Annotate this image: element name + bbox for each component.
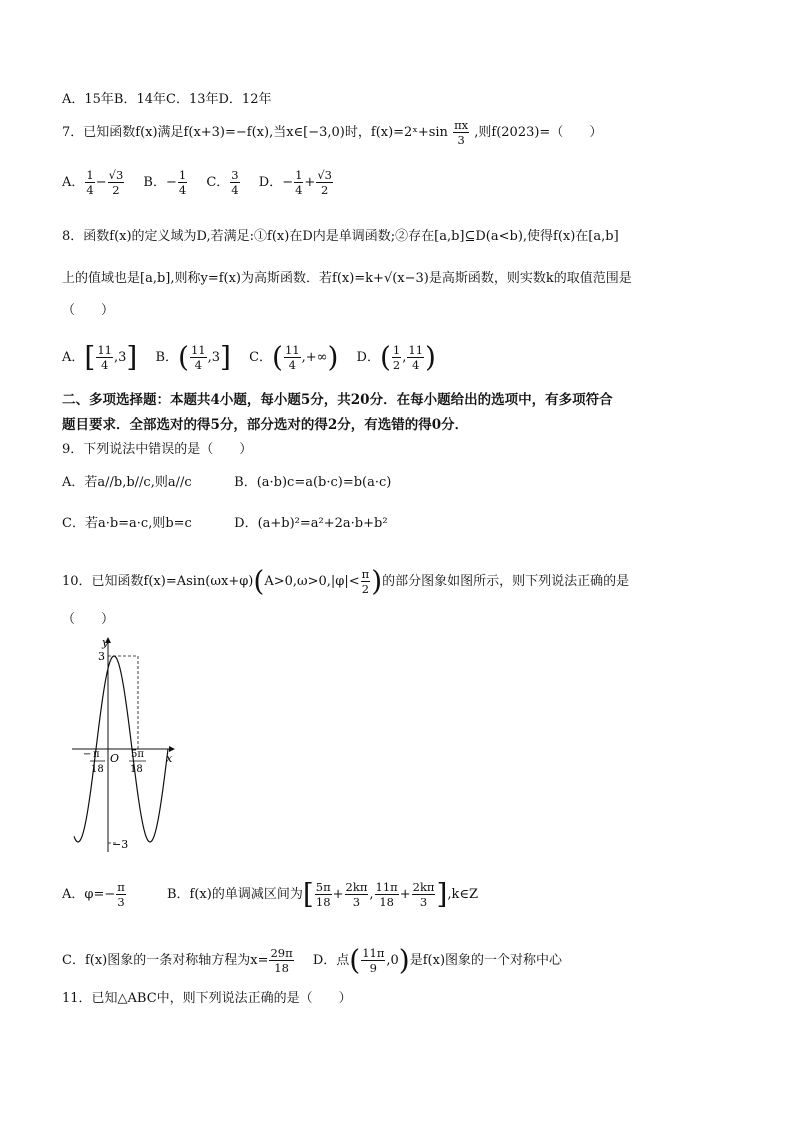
q9-option-a: A．若a//b,b//c,则a//c — [62, 475, 192, 490]
q7-options — [62, 168, 348, 197]
q8-option-c: C．( $\frac{11}{4}$ ,+∞) — [249, 340, 339, 374]
q10-option-c: C．f(x)图象的一条对称轴方程为x= $\frac{29\pi}{18}$ — [62, 946, 293, 975]
q7-stem-text: 7．已知函数f(x)满足f(x+3)=−f(x),当x∈[−3,0)时，f(x)=2ˣ+sin — [62, 125, 448, 140]
q10-sine-graph — [62, 630, 182, 860]
q11-stem: 11．已知△ABC中，则下列说法正确的是（ ） — [62, 991, 352, 1006]
q8-paren: （ ） — [62, 303, 115, 318]
q10-stem: 10．已知函数f(x)=Asin(ωx+φ)(A>0,ω>0,|φ|< $\frac{\pi}{2}$ )的部分图象如图所示，则下列说法正确的是 — [62, 564, 630, 598]
q8-line1: 8．函数f(x)的定义域为D,若满足:①f(x)在D内是单调函数;②存在[a,b]⊆D(a<b),使得f(x)在[a,b] — [62, 229, 619, 244]
tick-right-num: 5π — [131, 749, 144, 760]
q7-option-a: A． $\frac{1}{4}$ − $\frac{√3}{2}$ — [62, 168, 124, 197]
tick-left-sign: − — [83, 749, 92, 760]
tick-left-num: π — [93, 749, 100, 760]
y-axis-label: y — [102, 636, 109, 649]
q8-line2: 上的值域也是[a,b],则称y=f(x)为高斯函数．若f(x)=k+√(x−3)是高斯函数，则实数k的取值范围是 — [62, 271, 632, 286]
q9-stem: 9．下列说法中错误的是（ ） — [62, 442, 253, 457]
q7-stem — [62, 118, 602, 147]
q7-stem-tail: ,则f(2023)=（ ） — [474, 125, 603, 140]
q8-options — [62, 340, 450, 374]
x-axis-label: x — [166, 752, 173, 765]
q7-stem-frac: $\frac{\pi x}{3}$ — [454, 118, 469, 147]
q8-option-b: B．( $\frac{11}{4}$ ,3] — [155, 340, 231, 374]
q7-option-d: D．− $\frac{1}{4}$ + $\frac{√3}{2}$ — [258, 168, 332, 197]
q7-option-b: B．− $\frac{1}{4}$ — [143, 168, 187, 197]
q10-options-ab — [62, 877, 492, 911]
q9-options-cd — [62, 515, 388, 533]
q10-option-d: D．点( $\frac{11\pi}{9}$ ,0)是f(x)图象的一个对称中心 — [312, 943, 563, 977]
q10-option-b: B．f(x)的单调减区间为[ $\frac{5\pi}{18}$ + $\frac{2k\pi}{3}$ , $\frac{11\pi}{18}$ + $\frac{2k\pi}{3}$ ],k∈Z — [166, 877, 479, 911]
q8-option-d: D．( $\frac{1}{2}$ , $\frac{11}{4}$ ) — [356, 340, 436, 374]
q10-paren: （ ） — [62, 612, 115, 627]
q9-options-ab — [62, 474, 391, 492]
q9-option-d: D．(a+b)²=a²+2a·b+b² — [234, 516, 388, 531]
origin-label: O — [110, 752, 120, 765]
q10-stem-text: 10．已知函数f(x)=Asin(ωx+φ) — [62, 574, 254, 589]
q10-options-cd — [62, 943, 576, 977]
q6-options: A．15年B．14年C．13年D．12年 — [62, 92, 272, 107]
tick-right-den: 18 — [130, 764, 143, 775]
tick-left-den: 18 — [91, 764, 104, 775]
section2-heading-line1: 二、多项选择题：本题共4小题，每小题5分，共20分．在每小题给出的选项中，有多项符合 — [62, 392, 613, 408]
q10-stem-tail: 的部分图象如图所示，则下列说法正确的是 — [382, 574, 630, 589]
q10-option-a: A．φ=− $\frac{\pi}{3}$ — [62, 880, 125, 909]
q10-stem-cond: A>0,ω>0,|φ|< — [264, 574, 360, 589]
q7-option-c: C． $\frac{3}{4}$ — [206, 168, 239, 197]
q8-option-a: A．[ $\frac{11}{4}$ ,3] — [62, 340, 138, 374]
q9-option-b: B．(a·b)c=a(b·c)=b(a·c) — [234, 475, 392, 490]
section2-heading-line2: 题目要求．全部选对的得5分，部分选对的得2分，有选错的得0分． — [62, 417, 469, 433]
y-min-label: −3 — [112, 838, 129, 851]
q9-option-c: C．若a·b=a·c,则b=c — [62, 516, 192, 531]
y-max-label: 3 — [98, 650, 105, 663]
